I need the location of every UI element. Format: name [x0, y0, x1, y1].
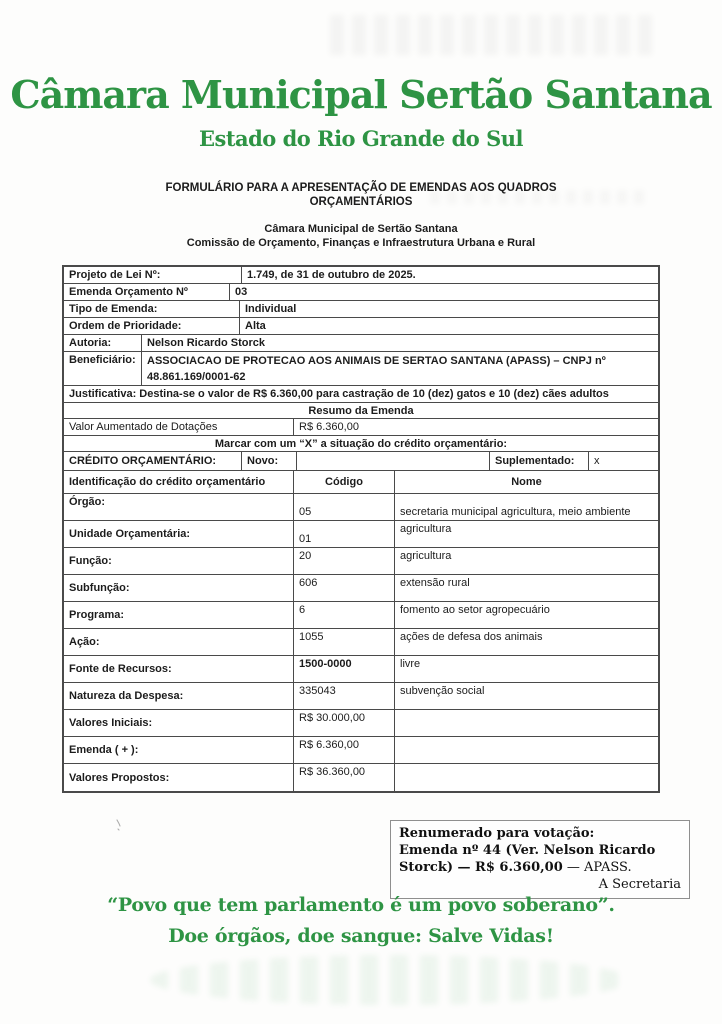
ident-header-label: Identificação do crédito orçamentário — [64, 471, 294, 493]
field-value-tipo-de-emenda: Individual — [245, 303, 297, 315]
table-header-row — [64, 471, 658, 494]
mark-instruction: Marcar com um “X” a situação do crédito orçamentário: — [214, 437, 508, 450]
justification-text: Justificativa: Destina-se o valor de R$ 6.360,00 para castração de 10 (dez) gatos e 10 (dez) cães adultos — [69, 388, 609, 400]
row-code: 20 — [294, 548, 395, 574]
row-name: livre — [400, 658, 421, 670]
scan-bleed-artifact — [150, 955, 630, 1005]
stamp-signature: A Secretaria — [598, 876, 681, 892]
table-row — [64, 419, 658, 436]
row-name: agricultura — [400, 523, 452, 535]
credit-suplementado-value: x — [594, 455, 600, 467]
credit-status-label: CRÉDITO ORÇAMENTÁRIO: — [64, 452, 242, 470]
row-code: 01 — [294, 521, 395, 547]
field-value-beneficiario: ASSOCIACAO DE PROTECAO AOS ANIMAIS DE SERTAO SANTANA (APASS) – CNPJ nº 48.861.169/0001-62 — [147, 355, 606, 383]
renumbering-stamp — [390, 820, 690, 899]
row-name: fomento ao setor agropecuário — [400, 604, 550, 616]
table-row — [64, 386, 658, 403]
table-row — [64, 267, 658, 284]
table-row-emenda-mais — [64, 737, 658, 764]
summary-value: R$ 6.360,00 — [299, 421, 359, 433]
stamp-line3 — [399, 860, 681, 877]
row-code: 05 — [294, 494, 395, 520]
table-row-programa — [64, 602, 658, 629]
field-label-ordem-prioridade: Ordem de Prioridade: — [64, 318, 240, 334]
row-label: Programa: — [64, 602, 294, 628]
field-label-autoria: Autoria: — [64, 335, 142, 351]
credit-novo-value — [297, 452, 490, 470]
stamp-line3-rest: — APASS. — [562, 859, 632, 875]
row-label: Órgão: — [64, 494, 294, 520]
row-label: Emenda ( + ): — [64, 737, 294, 763]
row-code: R$ 6.360,00 — [294, 737, 395, 763]
table-row-valores-iniciais — [64, 710, 658, 737]
row-label: Fonte de Recursos: — [64, 656, 294, 682]
table-row — [64, 403, 658, 419]
row-label: Valores Iniciais: — [64, 710, 294, 736]
row-code: 1500-0000 — [294, 656, 395, 682]
org-block — [0, 222, 722, 250]
field-label-emenda-orcamento: Emenda Orçamento Nº — [64, 284, 230, 300]
table-row — [64, 452, 658, 471]
row-code: 1055 — [294, 629, 395, 655]
table-row-acao — [64, 629, 658, 656]
stamp-line1: Renumerado para votação: — [399, 826, 595, 841]
field-label-beneficiario: Beneficiário: — [64, 352, 142, 385]
row-name — [395, 710, 658, 736]
table-row — [64, 284, 658, 301]
table-row — [64, 301, 658, 318]
state-subtitle: Estado do Rio Grande do Sul — [198, 125, 524, 151]
row-code: 6 — [294, 602, 395, 628]
row-label: Ação: — [64, 629, 294, 655]
summary-label: Valor Aumentado de Dotações — [64, 419, 294, 435]
row-label: Subfunção: — [64, 575, 294, 601]
row-name: extensão rural — [400, 577, 470, 589]
field-value-emenda-orcamento: 03 — [235, 286, 248, 298]
row-label: Valores Propostos: — [64, 764, 294, 791]
row-label: Natureza da Despesa: — [64, 683, 294, 709]
stamp-line2: Emenda nº 44 (Ver. Nelson Ricardo — [399, 842, 656, 858]
field-value-autoria: Nelson Ricardo Storck — [147, 337, 265, 349]
field-value-ordem-prioridade: Alta — [245, 320, 266, 332]
field-label-projeto-de-lei: Projeto de Lei Nº: — [64, 267, 242, 283]
credit-suplementado-label: Suplementado: — [490, 452, 589, 470]
footer-quote-1: “Povo que tem parlamento é um povo soberano”. — [107, 894, 615, 916]
table-row — [64, 436, 658, 452]
table-row — [64, 352, 658, 386]
row-name — [395, 764, 658, 791]
ident-header-codigo: Código — [294, 471, 395, 493]
table-row-subfuncao — [64, 575, 658, 602]
row-name: ações de defesa dos animais — [400, 631, 543, 643]
table-row-fonte-de-recursos — [64, 656, 658, 683]
amendment-form-table — [62, 265, 660, 793]
field-value-projeto-de-lei: 1.749, de 31 de outubro de 2025. — [247, 269, 416, 281]
row-name: agricultura — [400, 550, 452, 562]
table-row-funcao — [64, 548, 658, 575]
table-row-orgao — [64, 494, 658, 521]
scan-bleed-artifact — [330, 15, 660, 55]
summary-header: Resumo da Emenda — [308, 404, 414, 417]
table-row — [64, 335, 658, 352]
stamp-line3-bold: Storck) — R$ 6.360,00 — [399, 859, 563, 875]
table-row — [64, 318, 658, 335]
table-row-valores-propostos — [64, 764, 658, 791]
org-name: Câmara Municipal de Sertão Santana — [264, 223, 458, 235]
letterhead — [0, 72, 722, 151]
table-row-natureza-despesa — [64, 683, 658, 710]
footer-quote-2: Doe órgãos, doe sangue: Salve Vidas! — [168, 925, 554, 947]
row-code: 606 — [294, 575, 395, 601]
handwritten-mark — [114, 818, 124, 832]
row-code: 335043 — [294, 683, 395, 709]
row-code: R$ 36.360,00 — [294, 764, 395, 791]
table-row-unidade-orcamentaria — [64, 521, 658, 548]
row-label: Unidade Orçamentária: — [64, 521, 294, 547]
footer-quotes — [0, 894, 722, 947]
credit-novo-label: Novo: — [242, 452, 297, 470]
field-label-tipo-de-emenda: Tipo de Emenda: — [64, 301, 240, 317]
form-title: FORMULÁRIO PARA A APRESENTAÇÃO DE EMENDAS AOS QUADROS ORÇAMENTÁRIOS — [165, 182, 557, 209]
row-label: Função: — [64, 548, 294, 574]
municipality-title: Câmara Municipal Sertão Santana — [10, 72, 712, 117]
row-code: R$ 30.000,00 — [294, 710, 395, 736]
row-name: subvenção social — [400, 685, 485, 697]
ident-header-nome: Nome — [511, 476, 542, 488]
row-name: secretaria municipal agricultura, meio ambiente — [400, 506, 631, 518]
committee-name: Comissão de Orçamento, Finanças e Infraestrutura Urbana e Rural — [186, 237, 536, 250]
row-name — [395, 737, 658, 763]
